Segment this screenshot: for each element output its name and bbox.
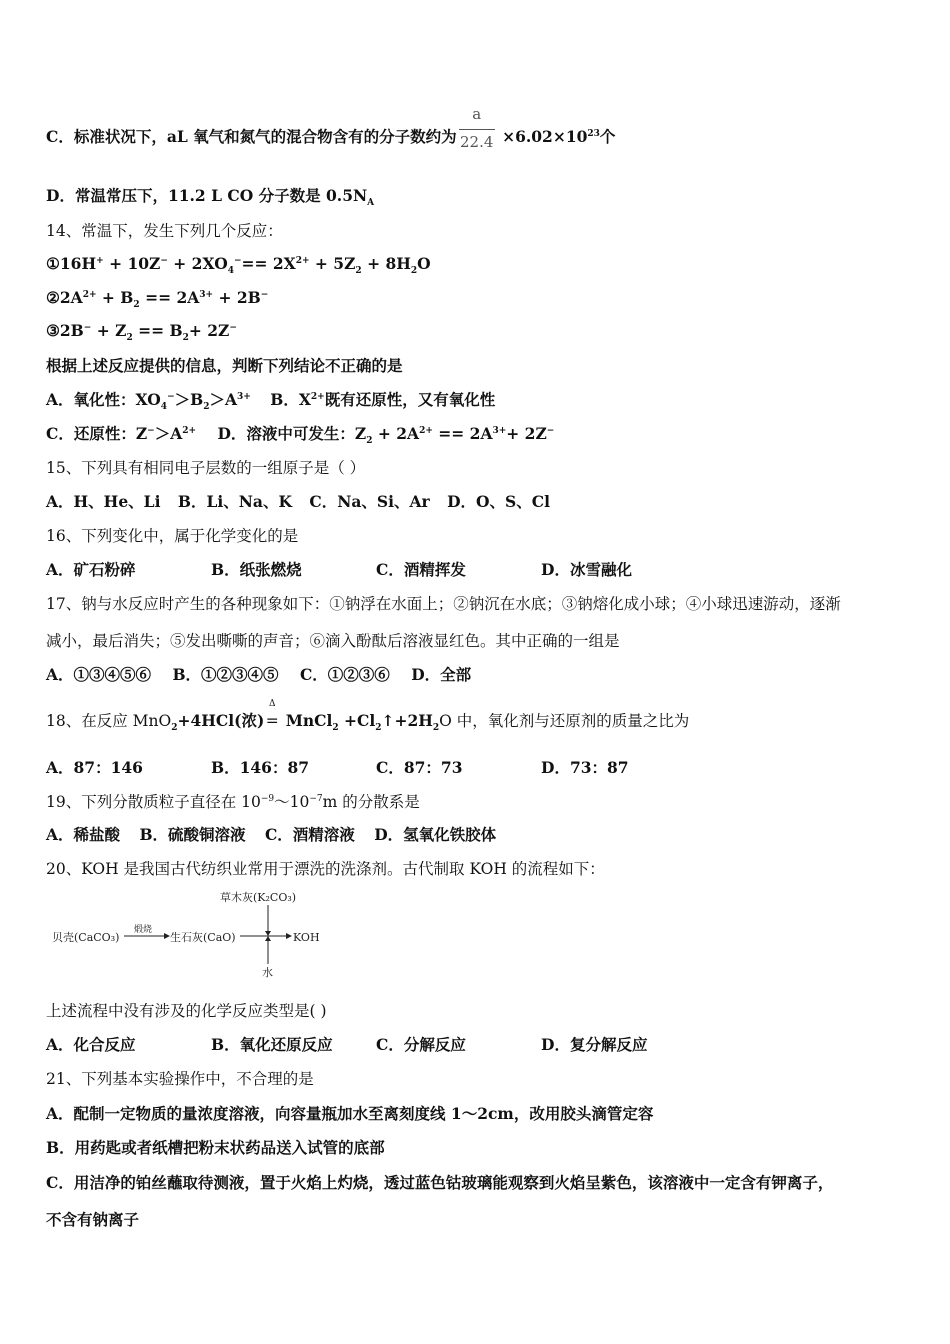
opt-sup: 3+: [492, 425, 507, 436]
q17-stem-line-2: 减小，最后消失；⑤发出嘶嘶的声音；⑥滴入酚酞后溶液显红色。其中正确的一组是: [46, 632, 620, 650]
q18-option-a[interactable]: A．87：146: [46, 758, 143, 777]
opt-sub: 4: [160, 402, 168, 413]
opt-sub: 2: [366, 436, 373, 447]
r2-sup: −: [260, 289, 269, 300]
avogadro-unit: 个: [599, 127, 616, 146]
r2-sub: 2: [133, 300, 140, 311]
r2-sup: 3+: [199, 289, 214, 300]
q17-option-c[interactable]: C．①②③⑥: [299, 665, 390, 684]
opt-part: ＞A: [154, 424, 183, 443]
q19-part: m 的分散系是: [322, 793, 420, 811]
opt-part: A．氧化性：XO: [46, 390, 161, 409]
q13-option-c-text: C．标准状况下，aL 氧气和氮气的混合物含有的分子数约为: [46, 127, 457, 146]
r3-sub: 2: [182, 333, 189, 344]
q18-part: MnCl: [280, 711, 333, 730]
q19-sup: −9: [260, 793, 275, 804]
q14-option-a[interactable]: [46, 389, 251, 411]
flow-ash-label: 草木灰(K₂CO₃): [220, 891, 297, 904]
q17-option-a[interactable]: A．①③④⑤⑥: [46, 665, 152, 684]
opt-part: ＞B: [174, 390, 204, 409]
flow-product-label: KOH: [293, 931, 320, 944]
q17-options: [46, 664, 910, 686]
q13-option-d-sub: A: [367, 198, 375, 209]
q19-option-b[interactable]: B．硫酸铜溶液: [139, 825, 246, 844]
opt-sup: 2+: [310, 391, 325, 402]
q16-option-b[interactable]: B．纸张燃烧: [211, 560, 302, 579]
fraction-numerator: a: [472, 105, 482, 123]
q18-sub: 2: [375, 723, 382, 734]
opt-part: 既有还原性，又有氧化性: [324, 390, 496, 409]
q15-options: [46, 491, 910, 513]
flow-arrowhead-water: [265, 936, 271, 941]
avogadro-exponent: 23: [587, 128, 600, 139]
q15-stem: 15、下列具有相同电子层数的一组原子是（ ）: [46, 459, 366, 477]
opt-part: ＞A: [209, 390, 238, 409]
r3-sup: −: [229, 322, 237, 333]
r3-part: ③2B: [46, 321, 84, 340]
r1-sup: −: [160, 255, 168, 266]
r2-part: ②2A: [46, 288, 83, 307]
equals-sign: =: [265, 712, 279, 730]
r2-part: + B: [96, 288, 134, 307]
r1-part: ①16H: [46, 254, 97, 273]
q18-options: [46, 757, 910, 779]
fraction-a-over-22-4: [457, 105, 497, 151]
r1-part: + 8H: [361, 254, 411, 273]
r3-sup: −: [83, 322, 92, 333]
flow-arrowhead-ash: [265, 931, 271, 936]
q16-option-d[interactable]: D．冰雪融化: [541, 560, 632, 579]
opt-sup: 2+: [419, 425, 433, 436]
q17-option-d[interactable]: D．全部: [411, 665, 472, 684]
opt-part: B．X: [270, 390, 311, 409]
opt-sup: −: [167, 391, 175, 402]
q14-reaction-1: [46, 253, 910, 275]
q19-sup: −7: [309, 793, 323, 804]
opt-sup: 3+: [237, 391, 251, 402]
q20-option-c[interactable]: C．分解反应: [376, 1035, 466, 1054]
fraction-denominator: 22.4: [459, 133, 494, 151]
q18-part: O 中，氧化剂与还原剂的质量之比为: [439, 712, 690, 730]
q16-stem: 16、下列变化中，属于化学变化的是: [46, 527, 299, 545]
q18-sub: 2: [332, 723, 339, 734]
opt-sup: −: [546, 425, 555, 436]
q14-options-ab: [46, 389, 910, 411]
avogadro-text: ×6.02×10: [502, 127, 588, 146]
r1-part: + 2XO: [167, 254, 228, 273]
flow-burn-label: 煅烧: [134, 925, 153, 935]
r3-part: + 2Z: [188, 321, 230, 340]
q19-option-d[interactable]: D．氢氧化铁胶体: [374, 825, 497, 844]
q15-option-a[interactable]: A．H、He、Li: [46, 492, 161, 511]
koh-flow-diagram: [46, 888, 346, 978]
opt-part: + 2Z: [506, 424, 547, 443]
q20-option-a[interactable]: A．化合反应: [46, 1035, 136, 1054]
r2-part: + 2B: [213, 288, 261, 307]
opt-sup: 2+: [182, 425, 197, 436]
r1-sup: +: [96, 255, 104, 266]
q16-option-c[interactable]: C．酒精挥发: [376, 560, 466, 579]
fraction-bar: [459, 129, 495, 130]
flow-lime-label: 生石灰(CaO): [170, 931, 236, 944]
q19-option-c[interactable]: C．酒精溶液: [264, 825, 355, 844]
q21-stem: 21、下列基本实验操作中，不合理的是: [46, 1070, 314, 1088]
q19-option-a[interactable]: A．稀盐酸: [46, 825, 121, 844]
r1-sup: 2+: [295, 255, 310, 266]
q14-option-b[interactable]: [270, 389, 495, 411]
opt-part: == 2A: [432, 424, 493, 443]
r1-part: == 2X: [241, 254, 296, 273]
q18-stem: [46, 699, 910, 734]
r1-sub: 2: [410, 266, 418, 277]
r1-sub: 4: [227, 266, 234, 277]
q15-option-c[interactable]: C．Na、Si、Ar: [309, 492, 430, 511]
q18-part: ↑+2H: [381, 711, 433, 730]
delta-icon: Δ: [269, 699, 276, 709]
q14-stem: 14、常温下，发生下列几个反应：: [46, 222, 283, 240]
q18-part: +4HCl(浓): [177, 711, 265, 730]
q20-option-b[interactable]: B．氧化还原反应: [211, 1035, 333, 1054]
r1-part: + 5Z: [309, 254, 356, 273]
q16-option-a[interactable]: A．矿石粉碎: [46, 560, 136, 579]
heating-equals-sign: [264, 699, 280, 732]
q14-options-cd: [46, 423, 910, 445]
q19-options: [46, 824, 910, 846]
q14-reaction-3: [46, 320, 910, 342]
flow-water-label: 水: [262, 966, 273, 978]
q18-sub: 2: [171, 723, 178, 734]
q19-part: ～10: [274, 793, 310, 811]
q18-part: +Cl: [338, 711, 376, 730]
r2-part: == 2A: [139, 288, 200, 307]
opt-part: + 2A: [372, 424, 420, 443]
opt-sup: −: [147, 425, 155, 436]
q14-option-c[interactable]: [46, 423, 196, 445]
q21-option-c-line-2[interactable]: 不含有钠离子: [46, 1210, 140, 1229]
q21-option-a[interactable]: A．配制一定物质的量浓度溶液，向容量瓶加水至离刻度线 1～2cm，改用胶头滴管定容: [46, 1104, 654, 1123]
q21-option-b[interactable]: B．用药匙或者纸槽把粉末状药品送入试管的底部: [46, 1138, 385, 1157]
q15-option-d[interactable]: D．O、S、Cl: [447, 492, 550, 511]
q13-option-c: [46, 105, 910, 151]
q18-option-d[interactable]: D．73：87: [541, 758, 629, 777]
opt-sub: 2: [203, 402, 210, 413]
r1-sub: 2: [355, 266, 362, 277]
q18-option-b[interactable]: B．146：87: [211, 758, 310, 777]
q19-stem: [46, 791, 910, 813]
q18-part: 18、在反应 MnO: [46, 712, 172, 730]
q18-sub: 2: [432, 723, 440, 734]
r1-part: O: [417, 254, 431, 273]
r1-sup: −: [233, 255, 242, 266]
q17-option-b[interactable]: B．①②③④⑤: [172, 665, 279, 684]
q20-option-d[interactable]: D．复分解反应: [541, 1035, 648, 1054]
q14-reaction-2: [46, 287, 910, 309]
opt-part: D．溶液中可发生：Z: [217, 424, 367, 443]
q15-option-b[interactable]: B．Li、Na、K: [177, 492, 292, 511]
q20-ask: 上述流程中没有涉及的化学反应类型是( ): [46, 1002, 327, 1020]
q13-option-d: [46, 185, 910, 207]
q19-part: 19、下列分散质粒子直径在 10: [46, 793, 261, 811]
q18-option-c[interactable]: C．87：73: [376, 758, 463, 777]
flow-shell-label: 贝壳(CaCO₃): [52, 931, 120, 944]
q21-option-c-line-1[interactable]: C．用洁净的铂丝蘸取待测液，置于火焰上灼烧，透过蓝色钴玻璃能观察到火焰呈紫色，该溶液中一定含有钾离子，: [46, 1173, 834, 1192]
r3-part: + Z: [91, 321, 127, 340]
r1-part: + 10Z: [103, 254, 161, 273]
r3-part: == B: [132, 321, 183, 340]
q20-stem: 20、KOH 是我国古代纺织业常用于漂洗的洗涤剂。古代制取 KOH 的流程如下：: [46, 860, 605, 878]
flow-arrowhead-2: [286, 933, 292, 939]
r2-sup: 2+: [82, 289, 97, 300]
q14-option-d[interactable]: [217, 423, 554, 445]
q13-option-d-text: D．常温常压下，11.2 L CO 分子数是 0.5N: [46, 186, 368, 205]
q14-ask: 根据上述反应提供的信息，判断下列结论不正确的是: [46, 356, 403, 375]
q17-stem-line-1: 17、钠与水反应时产生的各种现象如下：①钠浮在水面上；②钠沉在水底；③钠熔化成小球；④小球迅速游动，逐渐: [46, 595, 841, 613]
r3-sub: 2: [126, 333, 133, 344]
q20-options: [46, 1034, 910, 1056]
opt-part: C．还原性：Z: [46, 424, 148, 443]
q16-options: [46, 559, 910, 581]
